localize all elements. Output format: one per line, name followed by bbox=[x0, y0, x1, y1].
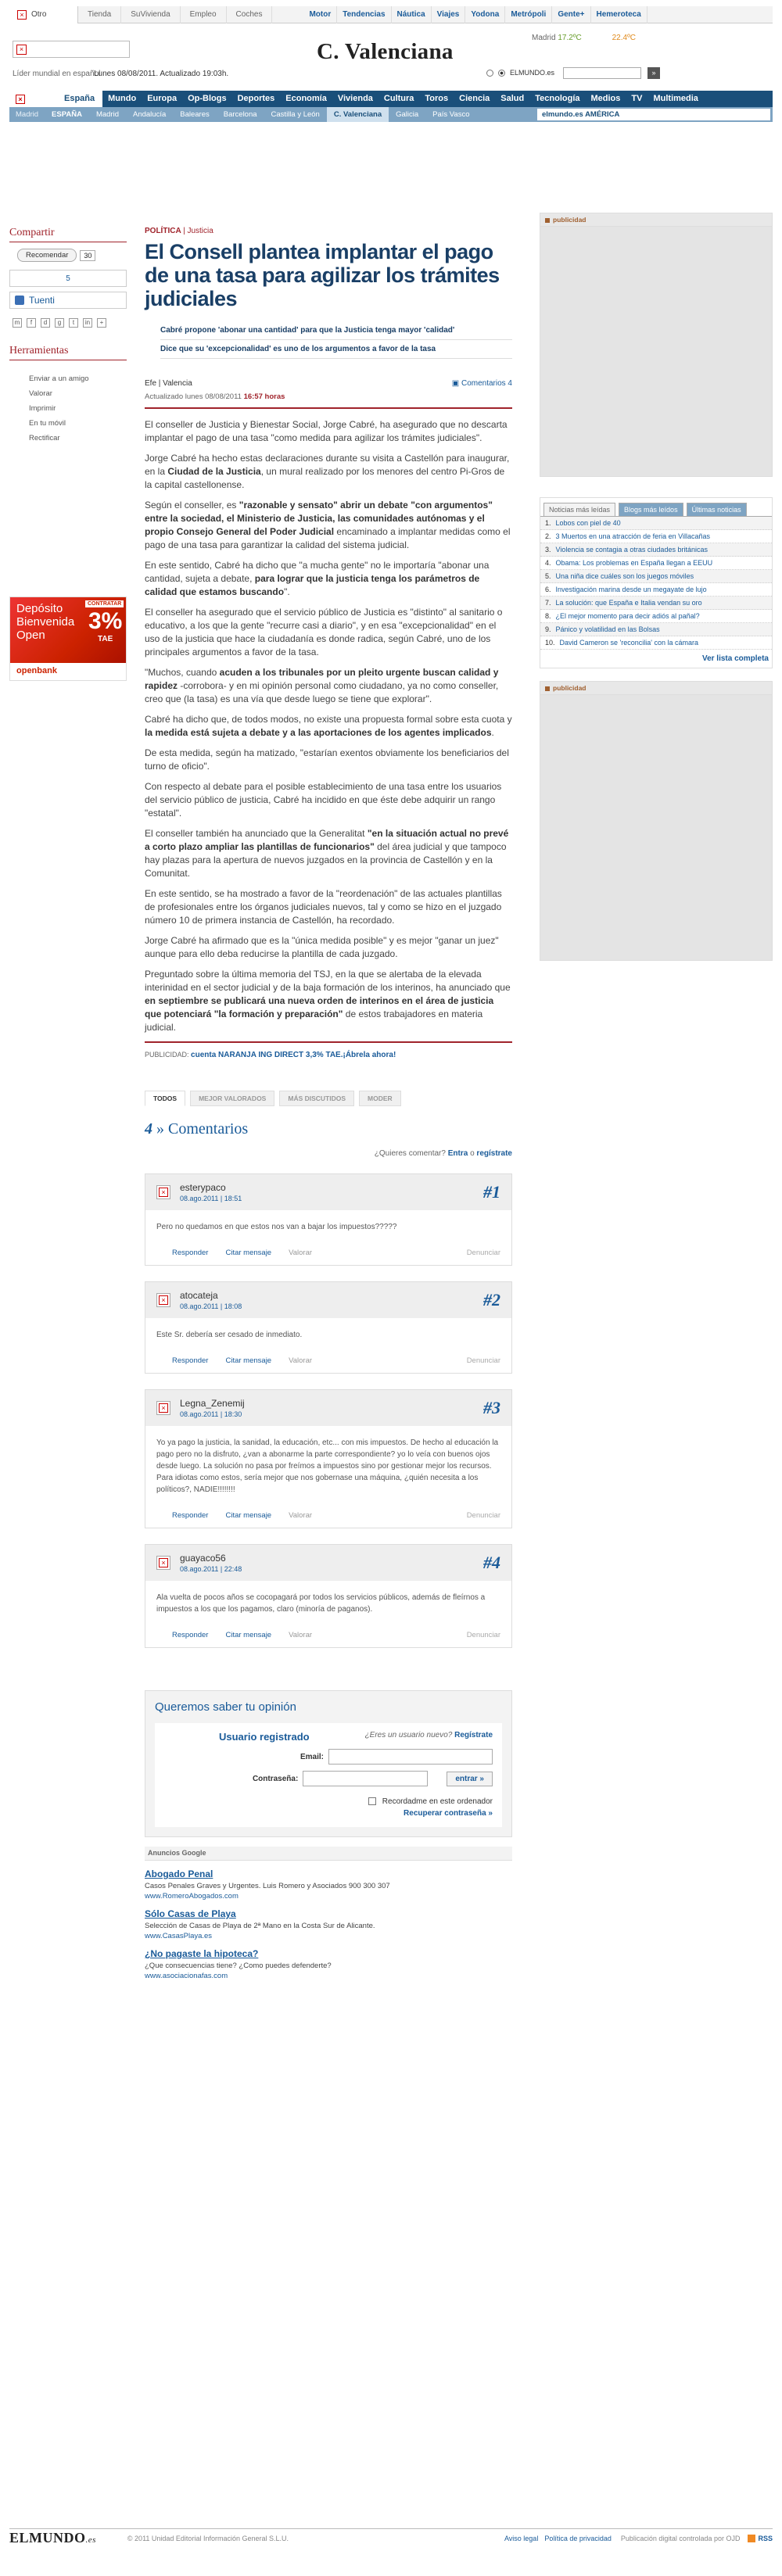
comment-user[interactable]: esterypaco bbox=[180, 1182, 226, 1193]
ad-item[interactable]: Sólo Casas de Playa Selección de Casas de Playa de 2ª Mano en la Costa Sur de Alicante. www.CasasPlaya.es bbox=[145, 1908, 375, 1940]
broken-image-icon: × bbox=[159, 1558, 168, 1567]
tab-blogs[interactable]: Blogs más leídos bbox=[619, 503, 683, 516]
right-column bbox=[540, 213, 773, 961]
list-item[interactable]: 1. Lobos con piel de 40 bbox=[540, 517, 772, 530]
tool-mobile[interactable]: En tu móvil bbox=[29, 419, 66, 428]
email-field[interactable] bbox=[328, 1749, 493, 1765]
paragraph: Según el conseller, es "razonable y sensato" abrir un debate "con argumentos" entre la sociedad, el Ministerio de Justicia, las comunidades autónomas y el propio Consejo General del Poder Judicial encaminado a implantar medidas como el pago de una tasa para garantizar la calidad del sistema judicial. bbox=[145, 500, 511, 550]
comment-date: 08.ago.2011 | 18:51 bbox=[180, 1195, 242, 1202]
most-read bbox=[540, 497, 773, 668]
recommend bbox=[17, 249, 127, 262]
comment-text: Este Sr. debería ser cesado de inmediato. bbox=[156, 1331, 303, 1339]
left-column bbox=[9, 227, 127, 444]
openbank-logo: openbank bbox=[16, 666, 57, 675]
footer bbox=[9, 2528, 773, 2547]
comment bbox=[145, 1173, 512, 1266]
list-item[interactable]: 10. David Cameron se 'reconcilia' con la cámara bbox=[540, 636, 772, 650]
top-link-tendencias[interactable]: Tendencias bbox=[337, 6, 391, 23]
report-button[interactable]: Denunciar bbox=[466, 1356, 500, 1365]
tool-print[interactable]: Imprimir bbox=[29, 404, 56, 413]
article-body bbox=[145, 418, 512, 1034]
tuenti-icon bbox=[15, 296, 24, 305]
comment-text: Yo ya pago la justicia, la sanidad, la educación, etc... con mis impuestos. De hecho al educación la pago pero no la disfruto, ¿van a abonarme la parte correspondiente? yo lo veía con buenos ojos desde luego. La solución no pasa por freímos a impuestos sino por gestionar mejor los recursos. Para idiotas como estos, sería mejor que nos gobernase una máquina, ¿quién necesita a los políticos?, NADIE!!!!!!!! bbox=[156, 1438, 499, 1494]
paragraph: Cabré ha dicho que, de todos modos, no existe una propuesta formal sobre esta cuota y la medida está sujeta a debate y a las aportaciones de los agentes implicados. bbox=[145, 714, 512, 738]
broken-image-icon: × bbox=[159, 1403, 168, 1413]
ad-label: publicidad bbox=[540, 681, 773, 695]
reply-button[interactable]: Responder bbox=[172, 1631, 209, 1639]
report-button[interactable]: Denunciar bbox=[466, 1631, 500, 1639]
top-link-yodona[interactable]: Yodona bbox=[465, 6, 505, 23]
rate-button[interactable]: Valorar bbox=[289, 1356, 313, 1365]
comment-tabs bbox=[145, 1091, 512, 1106]
tab-best-rated[interactable]: MEJOR VALORADOS bbox=[190, 1091, 274, 1106]
register-link[interactable]: regístrate bbox=[476, 1149, 512, 1158]
comment-number: #2 bbox=[483, 1290, 500, 1309]
recommend-count: 30 bbox=[80, 250, 95, 261]
comment-date: 08.ago.2011 | 22:48 bbox=[180, 1565, 242, 1573]
comments-link[interactable]: ▣ Comentarios 4 bbox=[451, 379, 512, 388]
tool-rectify[interactable]: Rectificar bbox=[29, 434, 60, 442]
subnav-item[interactable]: Baleares bbox=[180, 110, 210, 119]
otro-link[interactable]: × Otro bbox=[9, 6, 78, 23]
comments-heading: 4 » Comentarios bbox=[145, 1120, 249, 1138]
subnav-espana[interactable]: ESPAÑA bbox=[52, 110, 82, 119]
broken-image-icon: × bbox=[16, 45, 27, 55]
twitter-icon[interactable]: t bbox=[69, 318, 78, 328]
rate-button[interactable]: Valorar bbox=[289, 1249, 313, 1257]
privacy-link[interactable]: Política de privacidad bbox=[544, 2534, 612, 2542]
comment-number: #1 bbox=[483, 1182, 500, 1202]
top-link-gente[interactable]: Gente+ bbox=[552, 6, 590, 23]
comment-user[interactable]: atocateja bbox=[180, 1290, 218, 1301]
tools-list bbox=[9, 370, 127, 444]
radio-elmundo[interactable] bbox=[498, 70, 505, 77]
comment-icon: ▣ bbox=[451, 379, 461, 388]
report-button[interactable]: Denunciar bbox=[466, 1511, 500, 1520]
top-link-hemeroteca[interactable]: Hemeroteca bbox=[591, 6, 647, 23]
paragraph: El conseller de Justicia y Bienestar Social, Jorge Cabré, ha asegurado que no descarta implantar el pago de una tasa "como medida para agilizar los trámites judiciales". bbox=[145, 419, 508, 443]
avatar bbox=[156, 1185, 170, 1199]
subnav-current[interactable]: C. Valenciana bbox=[327, 107, 389, 122]
subnav-item[interactable]: Andalucía bbox=[132, 110, 167, 119]
publicity-link[interactable]: cuenta NARANJA ING DIRECT 3,3% TAE.¡Ábrela ahora! bbox=[191, 1051, 396, 1059]
paragraph: En este sentido, Cabré ha dicho que "a mucha gente" no le importaría "abonar una cantidad, sujeta a debate, para lograr que la justicia tenga los parámetros de calidad que estamos buscando". bbox=[145, 560, 490, 597]
top-bar bbox=[9, 6, 773, 23]
comment bbox=[145, 1389, 512, 1528]
enter-link[interactable]: Entra bbox=[447, 1149, 468, 1158]
recover-password-link[interactable]: Recuperar contraseña » bbox=[404, 1809, 493, 1818]
paragraph: El conseller también ha anunciado que la Generalitat "en la situación actual no prevé a corto plazo ampliar las plantillas de funcionarios" del área judicial y que tampoco hay plazas para la apertura de nuevos juzgados en la provincia de Castellón y en la Comunitat. bbox=[145, 828, 509, 879]
top-link-nautica[interactable]: Náutica bbox=[392, 6, 432, 23]
ad-label: publicidad bbox=[540, 213, 773, 227]
avatar bbox=[156, 1401, 170, 1415]
paragraph: "Muchos, cuando acuden a los tribunales por un pleito urgente buscan calidad y rapidez -corrobora- y en mi opinión personal como ciudadano, ya no como conseller, creo que (la tasa) es una vía que desde luego se tiene que explorar". bbox=[145, 667, 499, 704]
rss-icon bbox=[748, 2535, 755, 2542]
comment-prompt: ¿Quieres comentar? Entra o regístrate bbox=[374, 1149, 512, 1158]
meneame-icon[interactable]: m bbox=[13, 318, 22, 328]
subnav-item[interactable]: Galicia bbox=[396, 110, 419, 119]
avatar bbox=[156, 1293, 170, 1307]
tab-latest[interactable]: Últimas noticias bbox=[687, 503, 747, 516]
quote-button[interactable]: Citar mensaje bbox=[225, 1249, 272, 1257]
nav-item[interactable]: Ciencia bbox=[459, 94, 490, 103]
comment-text: Ala vuelta de pocos años se cocopagará por todos los servicios públicos, además de fleírnos a impuestos a los que los pagamos, claro (minoría de paganos). bbox=[156, 1593, 486, 1614]
tab-most-discussed[interactable]: MÁS DISCUTIDOS bbox=[279, 1091, 354, 1106]
ojd-note: Publicación digital controlada por OJD bbox=[620, 2534, 741, 2542]
footer-logo[interactable]: ELMUNDO.es bbox=[9, 2530, 96, 2546]
tools-title: Herramientas bbox=[9, 345, 127, 360]
subnav-item[interactable]: Castilla y León bbox=[271, 110, 320, 119]
list-item[interactable]: 8. ¿El mejor momento para decir adiós al pañal? bbox=[540, 610, 772, 623]
comment-date: 08.ago.2011 | 18:08 bbox=[180, 1302, 242, 1310]
copyright: © 2011 Unidad Editorial Información General S.L.U. bbox=[127, 2534, 289, 2542]
facebook-icon[interactable]: f bbox=[27, 318, 36, 328]
paragraph: Con respecto al debate para el posible establecimiento de una tasa entre los usuarios del servicio público de justicia, Cabré ha incidido en que éste debe adquirir un rango "estatal". bbox=[145, 781, 502, 819]
search-button[interactable]: » bbox=[647, 67, 660, 79]
reply-button[interactable]: Responder bbox=[172, 1356, 209, 1365]
share-title: Compartir bbox=[9, 227, 127, 242]
share-box[interactable]: 5 bbox=[9, 270, 127, 287]
top-link-motor[interactable]: Motor bbox=[303, 6, 337, 23]
digg-icon[interactable]: g bbox=[55, 318, 64, 328]
ad-slot bbox=[540, 227, 773, 477]
list-item[interactable]: 7. La solución: que España e Italia vendan su oro bbox=[540, 597, 772, 610]
subnav-item[interactable]: Barcelona bbox=[223, 110, 257, 119]
summary: Cabré propone 'abonar una cantidad' para que la Justicia tenga mayor 'calidad' Dice que su 'excepcionalidad' es uno de los argumentos a favor de la tasa bbox=[160, 321, 512, 359]
nav-item[interactable]: TV bbox=[631, 94, 643, 103]
report-button[interactable]: Denunciar bbox=[466, 1249, 500, 1257]
registered-label: Usuario registrado bbox=[219, 1731, 310, 1743]
list-item[interactable]: 5. Una niña dice cuáles son los juegos móviles bbox=[540, 570, 772, 583]
linkedin-icon[interactable]: in bbox=[83, 318, 92, 328]
weather: Madrid 17.2ºC 22.4ºC bbox=[532, 34, 636, 42]
nav-item[interactable]: Mundo bbox=[108, 94, 137, 103]
reply-button[interactable]: Responder bbox=[172, 1249, 209, 1257]
ad-cta[interactable]: CONTRATAR bbox=[85, 600, 124, 607]
comment-number: #4 bbox=[483, 1553, 500, 1572]
nav-item[interactable]: Cultura bbox=[383, 94, 414, 103]
nav-item[interactable]: Tecnología bbox=[535, 94, 580, 103]
comment bbox=[145, 1281, 512, 1374]
comment-user[interactable]: guayaco56 bbox=[180, 1553, 226, 1564]
tab-most-read[interactable]: Noticias más leídas bbox=[543, 503, 615, 516]
nav-item[interactable]: Deportes bbox=[237, 94, 275, 103]
rate-button[interactable]: Valorar bbox=[289, 1631, 313, 1639]
updated: Actualizado lunes 08/08/2011 16:57 horas bbox=[145, 392, 512, 409]
ad-item[interactable]: Abogado Penal Casos Penales Graves y Urgentes. Luis Romero y Asociados 900 300 307 www.RomeroAbogados.com bbox=[145, 1868, 390, 1901]
register-link[interactable]: Regístrate bbox=[454, 1731, 493, 1739]
paragraph: Jorge Cabré ha afirmado que es la "única medida posible" y es mejor "ganar un juez" aunque para ello deba reducirse la plantilla de cada juzgado. bbox=[145, 935, 499, 959]
list-item[interactable]: 2. 3 Muertos en una atracción de feria en Villacañas bbox=[540, 530, 772, 543]
section-title: C. Valenciana bbox=[317, 39, 454, 64]
comment-form: Queremos saber tu opinión Usuario registrado ¿Eres un usuario nuevo? Regístrate Email: Contraseña: entrar » Recordadme en este ordenador Recuperar contraseña » bbox=[145, 1690, 512, 1837]
avatar bbox=[156, 1556, 170, 1570]
tool-email[interactable]: Enviar a un amigo bbox=[29, 374, 89, 383]
publicity-bar: PUBLICIDAD: cuenta NARANJA ING DIRECT 3,3% TAE.¡Ábrela ahora! bbox=[145, 1041, 512, 1059]
search-input[interactable] bbox=[563, 67, 641, 79]
list-item[interactable]: 6. Investigación marina desde un megayate de lujo bbox=[540, 583, 772, 597]
quote-button[interactable]: Citar mensaje bbox=[225, 1511, 272, 1520]
ad-slot bbox=[540, 695, 773, 961]
login-button[interactable]: entrar » bbox=[447, 1772, 493, 1786]
comment-text: Pero no quedamos en que estos nos van a bajar los impuestos????? bbox=[156, 1223, 397, 1231]
nav-item[interactable]: Salud bbox=[500, 94, 525, 103]
ad-item[interactable]: ¿No pagaste la hipoteca? ¿Que consecuencias tiene? ¿Como puedes defenderte? www.asociacionafas.com bbox=[145, 1948, 332, 1980]
broken-image-icon: × bbox=[159, 1295, 168, 1305]
nav-item[interactable]: Medios bbox=[590, 94, 621, 103]
close-icon: × bbox=[17, 10, 27, 20]
rss-link[interactable]: RSS bbox=[748, 2535, 773, 2542]
top-link-empleo[interactable]: Empleo bbox=[181, 6, 227, 23]
top-link-coches[interactable]: Coches bbox=[227, 6, 273, 23]
nav-item[interactable]: Toros bbox=[425, 94, 449, 103]
tab-moderated[interactable]: MODER bbox=[359, 1091, 401, 1106]
top-link-tienda[interactable]: Tienda bbox=[78, 6, 121, 23]
radio-web[interactable] bbox=[486, 70, 493, 77]
subnav-item[interactable]: Madrid bbox=[95, 110, 119, 119]
recommend-button[interactable]: Recomendar bbox=[17, 249, 77, 262]
list-item[interactable]: 3. Violencia se contagia a otras ciudades británicas bbox=[540, 543, 772, 557]
legal-link[interactable]: Aviso legal bbox=[504, 2534, 539, 2542]
paragraph: Preguntado sobre la última memoria del TSJ, en la que se alertaba de la elevada interinidad en el sector judicial y de la baja formación de los interinos, ha anunciado que en septiembre se publicará una nueva orden de interinos en el área de justicia que potenciará "la formación y preparación" de estos trabajadores en materia judicial. bbox=[145, 969, 511, 1033]
top-link-viajes[interactable]: Viajes bbox=[432, 6, 466, 23]
form-title: Queremos saber tu opinión bbox=[155, 1700, 296, 1714]
top-link-metropoli[interactable]: Metrópoli bbox=[505, 6, 552, 23]
broken-image-icon: × bbox=[159, 1188, 168, 1197]
list-item[interactable]: 4. Obama: Los problemas en España llegan a EEUU bbox=[540, 557, 772, 570]
tab-all[interactable]: TODOS bbox=[145, 1091, 185, 1106]
tuenti-button[interactable]: Tuenti bbox=[9, 292, 127, 309]
quote-button[interactable]: Citar mensaje bbox=[225, 1631, 272, 1639]
top-link-suvivienda[interactable]: SuVivienda bbox=[121, 6, 180, 23]
nav-item[interactable]: Op-Blogs bbox=[188, 94, 227, 103]
comment-date: 08.ago.2011 | 18:30 bbox=[180, 1410, 242, 1418]
comment bbox=[145, 1544, 512, 1648]
checkbox-icon bbox=[368, 1797, 376, 1805]
rate-button[interactable]: Valorar bbox=[289, 1511, 313, 1520]
list-item[interactable]: 9. Pánico y volatilidad en las Bolsas bbox=[540, 623, 772, 636]
headline: El Consell plantea implantar el pago de una tasa para agilizar los trámites judiciales bbox=[145, 240, 500, 310]
google-ads: Anuncios Google Abogado Penal Casos Penales Graves y Urgentes. Luis Romero y Asociados 900 300 307 www.RomeroAbogados.com Sólo Casas de Playa Selección de Casas de Playa de 2ª Mano en la Costa Sur de Alicante. www.CasasPlaya.es ¿No pagaste la hipoteca? ¿Que consecuencias tiene? ¿Como puedes defenderte? www.asociacionafas.com bbox=[145, 1847, 512, 1980]
close-icon: × bbox=[16, 95, 25, 104]
delicious-icon[interactable]: d bbox=[41, 318, 50, 328]
subnav-item[interactable]: País Vasco bbox=[432, 110, 470, 119]
comment-number: #3 bbox=[483, 1398, 500, 1417]
nav-item[interactable]: Economía bbox=[285, 94, 327, 103]
password-field[interactable] bbox=[303, 1771, 428, 1786]
reply-button[interactable]: Responder bbox=[172, 1511, 209, 1520]
tool-rate[interactable]: Valorar bbox=[29, 389, 52, 398]
main-nav bbox=[9, 91, 773, 107]
site-logo[interactable] bbox=[13, 41, 130, 58]
paragraph: De esta medida, según ha matizado, "estarían exentos obviamente los beneficiarios del turno de oficio". bbox=[145, 747, 509, 772]
nav-item[interactable]: Multimedia bbox=[653, 94, 698, 103]
date-line: Lunes 08/08/2011. Actualizado 19:03h. bbox=[94, 70, 229, 78]
america-link[interactable]: elmundo.es AMÉRICA bbox=[537, 109, 770, 120]
quote-button[interactable]: Citar mensaje bbox=[225, 1356, 272, 1365]
section-kicker: POLÍTICA | Justicia bbox=[145, 227, 213, 235]
search-scope[interactable]: ELMUNDO.es bbox=[486, 69, 554, 77]
openbank-ad[interactable]: Depósito Bienvenida Open CONTRATAR 3% TAE openbank bbox=[9, 597, 127, 681]
tagline: Líder mundial en español bbox=[13, 70, 101, 78]
share-icons bbox=[13, 318, 127, 328]
paragraph: En este sentido, se ha mostrado a favor de la "reordenación" de las actuales plantillas de profesionales entre los órganos judiciales nuevos, tal y como se hizo en el juzgado número 10 de primera instancia de Castellón, ha recordado. bbox=[145, 888, 502, 926]
paragraph: El conseller ha asegurado que el servicio público de Justicia es "distinto" al sanitario o educativo, a los que la gente "recurre casi a diario", y en esa "excepcionalidad" en el uso de la justicia que hace la ciudadanía es donde radica, según Cabré, uno de los principales argumentos a favor de la tasa. bbox=[145, 607, 503, 657]
byline: Efe | Valencia ▣ Comentarios 4 bbox=[145, 379, 512, 388]
share-more-icon[interactable]: + bbox=[97, 318, 106, 328]
nav-item[interactable]: Europa bbox=[147, 94, 178, 103]
remember-me[interactable]: Recordadme en este ordenador bbox=[164, 1797, 493, 1806]
nav-espana[interactable]: × España bbox=[9, 91, 102, 107]
full-list-link[interactable]: Ver lista completa bbox=[701, 654, 769, 663]
paragraph: Jorge Cabré ha hecho estas declaraciones durante su visita a Castellón para inaugurar, en la Ciudad de la Justicia, un mural realizado por los menores del centro Pi-Gros de la capital castellonense. bbox=[145, 453, 510, 490]
comment-user[interactable]: Legna_Zenemij bbox=[180, 1398, 245, 1409]
sub-nav: Madrid ESPAÑA Madrid Andalucía Baleares Barcelona Castilla y León C. Valenciana Galicia País Vasco elmundo.es AMÉRICA bbox=[9, 107, 773, 122]
article bbox=[145, 227, 512, 1980]
nav-item[interactable]: Vivienda bbox=[337, 94, 373, 103]
